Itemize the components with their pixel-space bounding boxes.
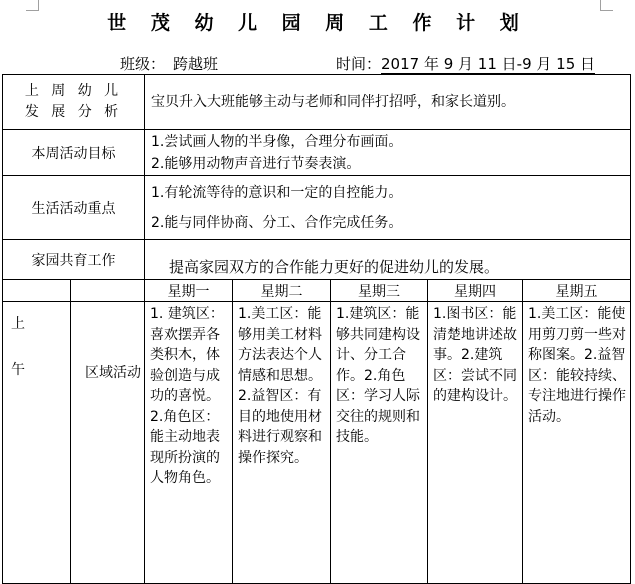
activity-tuesday: 1.美工区：能够用美工材料方法表达个人情感和思想。2.益智区：有目的地使用材料进行观察和操作探究。 — [233, 302, 331, 584]
family-row — [3, 240, 631, 280]
time-line — [336, 53, 595, 74]
area-activity-label: 区域活动 — [71, 302, 145, 584]
class-label: 班级： — [120, 55, 166, 73]
last-week-label: 上 周 幼 儿 发 展 分 析 — [3, 75, 145, 130]
goal-item: 1.尝试画人物的半身像，合理分布画面。 — [151, 133, 403, 150]
day-header: 星期四 — [428, 280, 523, 302]
last-week-content: 宝贝升入大班能够主动与老师和同伴打招呼，和家长道别。 — [145, 75, 631, 130]
class-value: 跨越班 — [165, 53, 240, 75]
time-value: 2017 年 9 月 11 日-9 月 15 日 — [381, 55, 596, 73]
activity-wednesday: 1.建筑区：能够共同建构设计、分工合作。2.角色区：学习人际交往的规则和技能。 — [331, 302, 428, 584]
family-content: 提高家园双方的合作能力更好的促进幼儿的发展。 — [145, 240, 631, 280]
time-label: 时间： — [336, 55, 382, 73]
class-line — [120, 53, 240, 75]
day-header: 星期三 — [331, 280, 428, 302]
weekday-header-row — [3, 280, 631, 302]
goals-label: 本周活动目标 — [3, 130, 145, 176]
day-header: 星期一 — [145, 280, 233, 302]
period-label: 上 午 — [3, 302, 71, 584]
blank-cell — [71, 280, 145, 302]
document-title: 世 茂 幼 儿 园 周 工 作 计 划 — [107, 12, 528, 34]
activity-monday: 1. 建筑区：喜欢摆弄各类积木，体验创造与成功的喜悦。2.角色区：能主动地表现所扮演的人物角色。 — [145, 302, 233, 584]
goal-item: 2.能够用动物声音进行节奏表演。 — [151, 155, 361, 172]
life-row — [3, 176, 631, 240]
activity-thursday: 1.图书区：能清楚地讲述故事。2.建筑区：尝试不同的建构设计。 — [428, 302, 523, 584]
morning-row — [3, 302, 631, 584]
day-header: 星期二 — [233, 280, 331, 302]
life-label: 生活活动重点 — [3, 176, 145, 240]
activity-friday: 1.美工区：能使用剪刀剪一些对称图案。2.益智区：能较持续、专注地进行操作活动。 — [523, 302, 631, 584]
life-content — [145, 176, 631, 240]
weekly-plan-table — [2, 74, 631, 584]
goals-row — [3, 130, 631, 176]
goals-content — [145, 130, 631, 176]
family-label: 家园共育工作 — [3, 240, 145, 280]
life-item: 1.有轮流等待的意识和一定的自控能力。 — [151, 184, 403, 201]
blank-cell — [3, 280, 71, 302]
day-header: 星期五 — [523, 280, 631, 302]
last-week-row — [3, 75, 631, 130]
life-item: 2.能与同伴协商、分工、合作完成任务。 — [151, 214, 403, 231]
